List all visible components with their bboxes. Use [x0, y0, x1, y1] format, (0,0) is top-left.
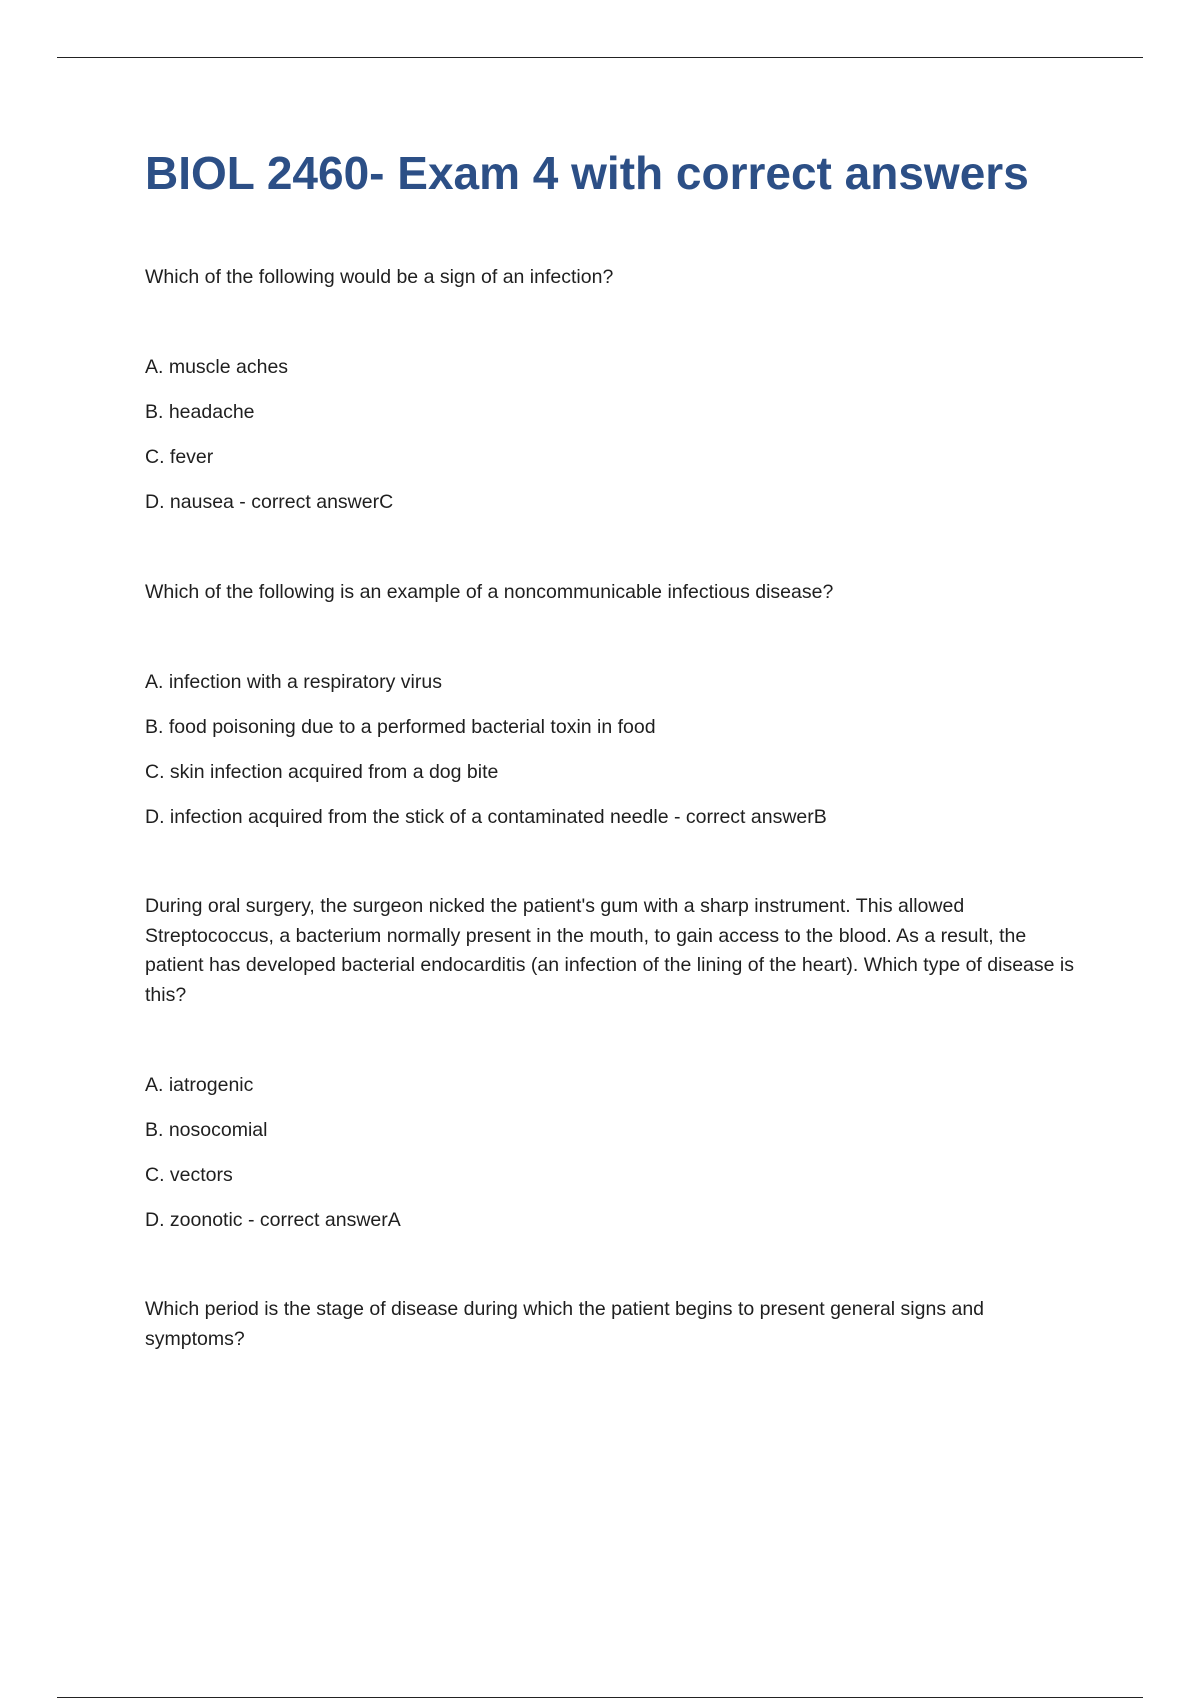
answer-option: A. muscle aches	[145, 356, 289, 378]
answer-option: A. iatrogenic	[145, 1074, 254, 1096]
question-block	[145, 262, 1075, 517]
answer-option-with-key: D. nausea - correct answerC	[145, 491, 394, 513]
question-text: Which of the following is an example of a noncommunicable infectious disease?	[145, 581, 834, 603]
answer-option: C. skin infection acquired from a dog bite	[145, 761, 499, 783]
answer-options	[145, 1070, 1075, 1235]
footer-rule	[57, 1697, 1143, 1698]
question-block	[145, 892, 1075, 1235]
answer-option: C. vectors	[145, 1164, 233, 1186]
answer-options	[145, 667, 1075, 832]
answer-options	[145, 352, 1075, 517]
answer-option-with-key: D. infection acquired from the stick of a contaminated needle - correct answerB	[145, 806, 827, 828]
answer-option: B. headache	[145, 401, 255, 423]
header-rule	[57, 57, 1143, 58]
question-text: During oral surgery, the surgeon nicked the patient's gum with a sharp instrument. This allowed Streptococcus, a bacterium normally present in the mouth, to gain access to the blood. As a result, the patient has developed bacterial endocarditis (an infection of the lining of the heart). Which type of disease is this?	[145, 895, 1074, 1006]
answer-option-with-key: D. zoonotic - correct answerA	[145, 1209, 401, 1231]
answer-option: B. food poisoning due to a performed bacterial toxin in food	[145, 716, 656, 738]
question-text: Which of the following would be a sign of an infection?	[145, 266, 614, 288]
question-block	[145, 577, 1075, 832]
answer-option: B. nosocomial	[145, 1119, 268, 1141]
answer-option: A. infection with a respiratory virus	[145, 671, 442, 693]
question-block	[145, 1295, 1075, 1354]
question-text: Which period is the stage of disease during which the patient begins to present general signs and symptoms?	[145, 1298, 985, 1350]
document-body	[145, 262, 1075, 1414]
page-title: BIOL 2460- Exam 4 with correct answers	[145, 147, 1029, 199]
answer-option: C. fever	[145, 446, 214, 468]
